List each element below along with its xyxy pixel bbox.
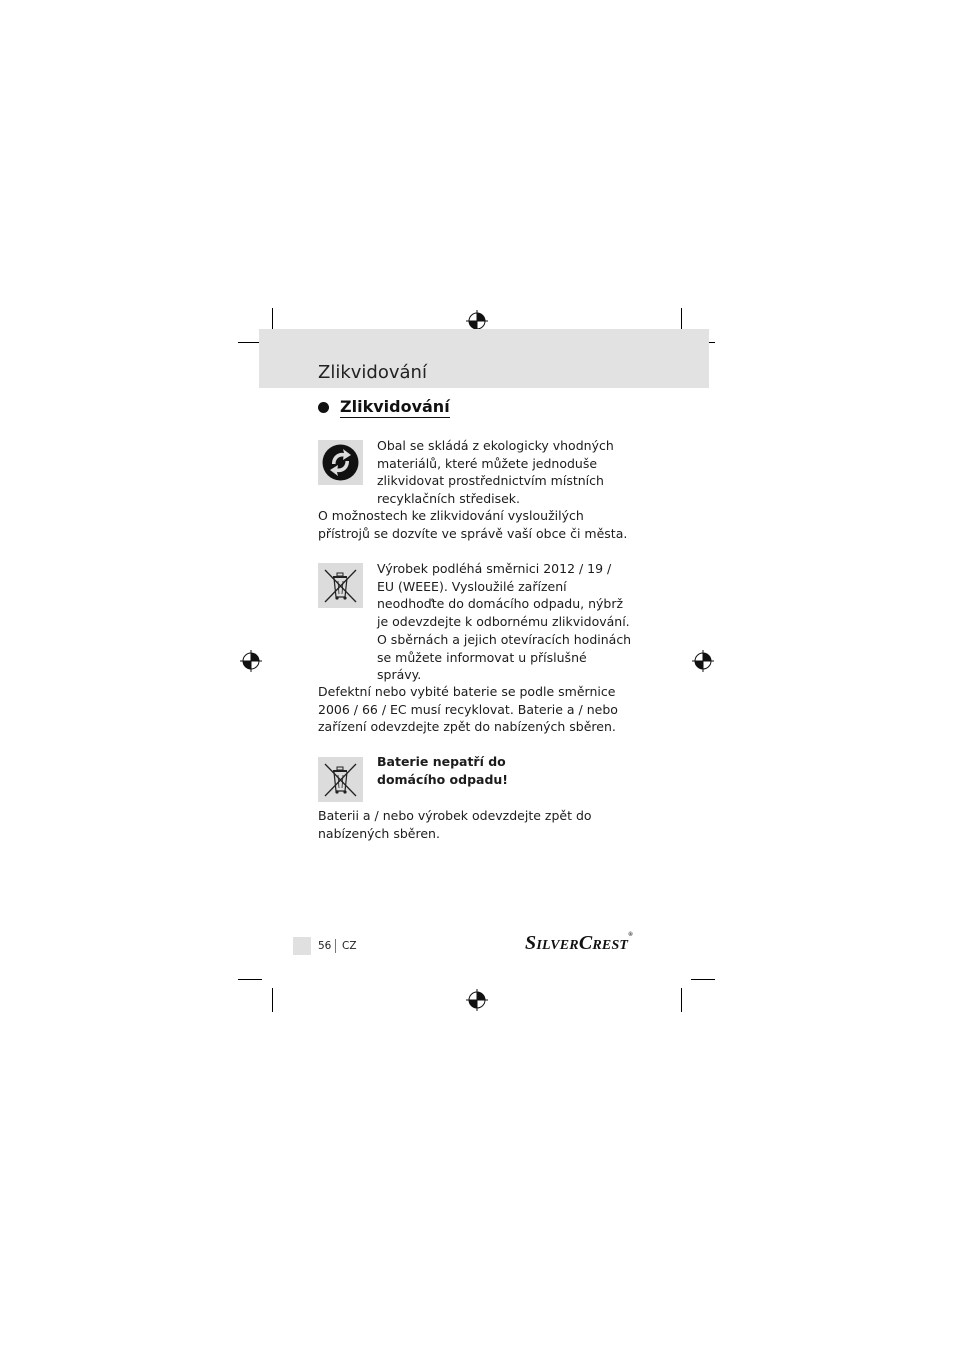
return-text: Baterii a / nebo výrobek odevzdejte zpět do nabízených sběren. xyxy=(318,808,592,841)
weee-text: Výrobek podléhá směrnici 2012 / 19 / EU (WEEE). Vysloužilé zařízení neodhoďte do domácího odpadu, nýbrž je odevzdejte k odbornému zlikvidování. O sběrnách a jejich otevíracích hodinách se můžete informovat u příslušné správy. xyxy=(377,561,632,683)
registration-mark-icon xyxy=(466,989,488,1011)
language-code: CZ xyxy=(342,940,357,952)
crop-mark xyxy=(681,988,682,1012)
brand-logo xyxy=(525,932,633,955)
section-heading xyxy=(318,397,450,418)
registration-mark-icon xyxy=(240,650,262,672)
brand-letter: C xyxy=(578,932,593,954)
brand-letters: REST xyxy=(592,938,629,953)
battery-warning-text: Baterie nepatří do domácího odpadu! xyxy=(377,754,508,787)
brand-letters: ILVER xyxy=(536,938,579,953)
footer-tab xyxy=(293,937,311,955)
registered-mark: ® xyxy=(628,932,633,938)
batteries-text: Defektní nebo vybité baterie se podle směrnice 2006 / 66 / EC musí recyklovat. Baterie a / nebo zařízení odevzdejte zpět do nabízených sběren. xyxy=(318,684,618,735)
page-title: Zlikvidování xyxy=(318,362,427,383)
registration-mark-icon xyxy=(692,650,714,672)
crossed-out-bin-icon xyxy=(318,757,363,802)
crop-mark xyxy=(691,979,715,980)
crop-mark xyxy=(272,988,273,1012)
disposal-info-text: O možnostech ke zlikvidování vysloužilých přístrojů se dozvíte ve správě vaší obce či města. xyxy=(318,508,628,541)
crossed-out-bin-icon xyxy=(318,563,363,608)
green-dot-recycling-icon xyxy=(318,440,363,485)
bullet-icon xyxy=(318,402,329,413)
page-number: 56 xyxy=(318,940,332,952)
brand-letter: S xyxy=(525,932,537,954)
section-heading-text: Zlikvidování xyxy=(340,397,450,416)
footer-separator xyxy=(335,939,336,953)
crop-mark xyxy=(238,979,262,980)
packaging-text: Obal se skládá z ekologicky vhodných materiálů, které můžete jednoduše zlikvidovat prostřednictvím místních recyklačních středisek. xyxy=(377,438,614,507)
